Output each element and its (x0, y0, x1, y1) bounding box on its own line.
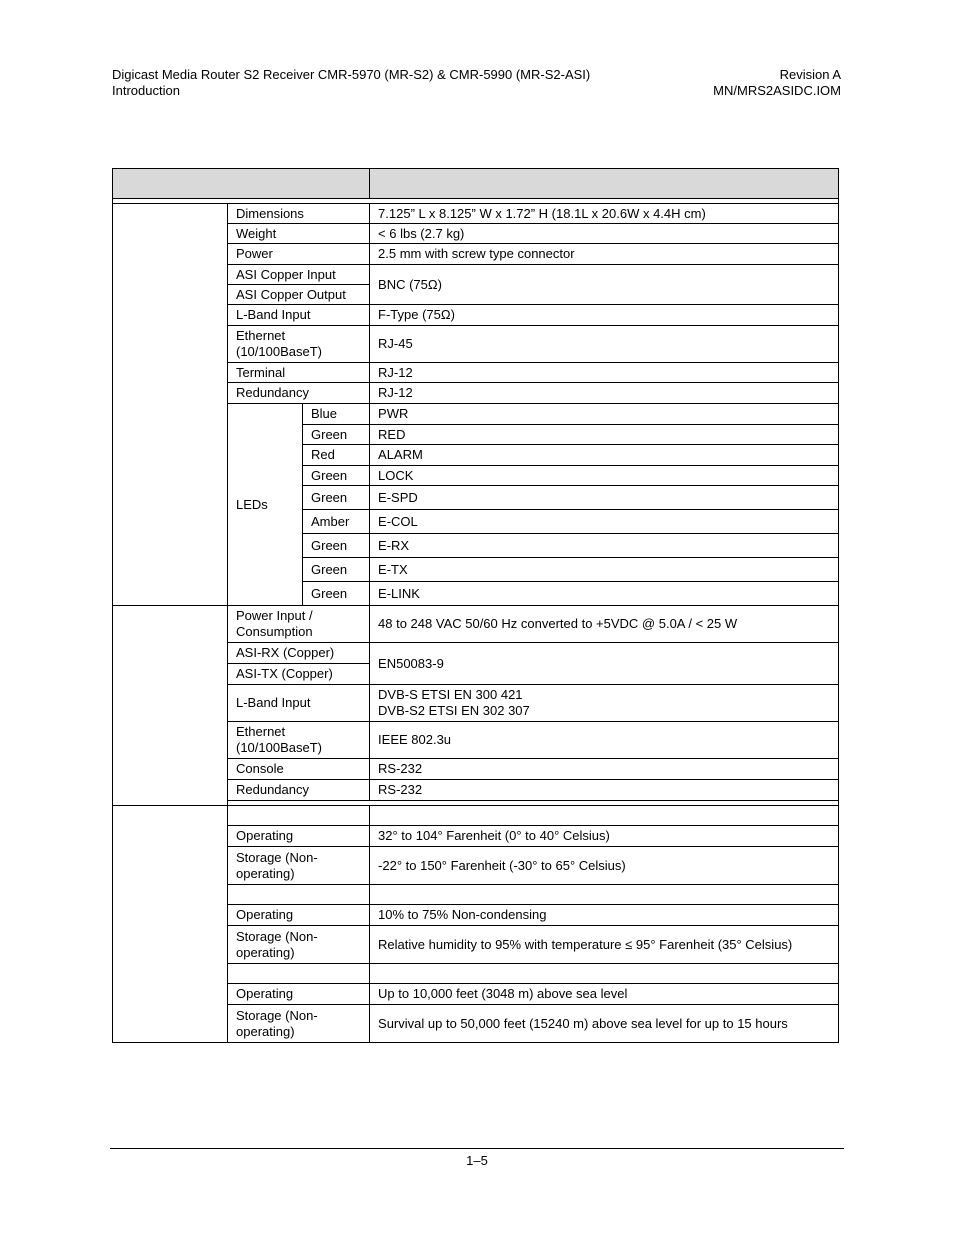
spec-label: Dimensions (228, 204, 370, 224)
led-color: Green (303, 534, 370, 558)
spec-value (370, 685, 839, 722)
spec-label: Ethernet (10/100BaseT) (228, 326, 370, 363)
spec-label: L-Band Input (228, 305, 370, 326)
led-color: Green (303, 466, 370, 486)
subheader-value (370, 964, 839, 984)
section-cell-interfaces (113, 606, 228, 806)
table-header-cell (113, 169, 370, 199)
led-value: E-LINK (370, 582, 839, 606)
section-cell-physical (113, 204, 228, 606)
spec-value: IEEE 802.3u (370, 722, 839, 759)
specifications-table (112, 168, 839, 1043)
document-title: Digicast Media Router S2 Receiver CMR-5970 (MR-S2) & CMR-5990 (MR-S2-ASI) (112, 67, 591, 82)
subheader-label-temperature (228, 806, 370, 826)
led-value: E-RX (370, 534, 839, 558)
spec-label-leds: LEDs (228, 404, 303, 606)
subheader-label-humidity (228, 885, 370, 905)
led-color: Green (303, 486, 370, 510)
spec-value: 2.5 mm with screw type connector (370, 244, 839, 265)
revision: Revision A (779, 67, 841, 82)
spec-value: RS-232 (370, 759, 839, 780)
spec-label: ASI Copper Output (228, 285, 370, 305)
page-number: 1–5 (466, 1153, 488, 1168)
spec-value: 7.125” L x 8.125” W x 1.72” H (18.1L x 20.6W x 4.4H cm) (370, 204, 839, 224)
spec-label: Power Input / Consumption (228, 606, 370, 643)
led-color: Blue (303, 404, 370, 425)
spec-label: Redundancy (228, 383, 370, 404)
spec-value: Up to 10,000 feet (3048 m) above sea level (370, 984, 839, 1005)
led-value: E-TX (370, 558, 839, 582)
spec-label: ASI-RX (Copper) (228, 643, 370, 664)
spec-label: Terminal (228, 363, 370, 383)
spec-value: RS-232 (370, 780, 839, 801)
spec-value: EN50083-9 (370, 643, 839, 685)
led-value: RED (370, 425, 839, 445)
spec-value: 10% to 75% Non-condensing (370, 905, 839, 926)
led-value: ALARM (370, 445, 839, 466)
table-row (113, 204, 839, 224)
led-color: Red (303, 445, 370, 466)
spec-label: Operating (228, 984, 370, 1005)
subheader-value (370, 806, 839, 826)
subheader-value (370, 885, 839, 905)
footer-divider (110, 1148, 844, 1149)
spec-value: -22° to 150° Farenheit (-30° to 65° Celsius) (370, 847, 839, 885)
spec-value: < 6 lbs (2.7 kg) (370, 224, 839, 244)
spec-label: Operating (228, 826, 370, 847)
led-value: E-COL (370, 510, 839, 534)
spec-value: 48 to 248 VAC 50/60 Hz converted to +5VDC @ 5.0A / < 25 W (370, 606, 839, 643)
spec-value: BNC (75Ω) (370, 265, 839, 305)
led-value: LOCK (370, 466, 839, 486)
spec-label: Console (228, 759, 370, 780)
spec-label: Power (228, 244, 370, 265)
spec-label: Weight (228, 224, 370, 244)
spec-label: Ethernet (10/100BaseT) (228, 722, 370, 759)
led-color: Green (303, 425, 370, 445)
spec-value-line: DVB-S ETSI EN 300 421 (378, 687, 523, 702)
table-subheader-row (113, 806, 839, 826)
led-color: Green (303, 558, 370, 582)
spec-value: Relative humidity to 95% with temperature ≤ 95° Farenheit (35° Celsius) (370, 926, 839, 964)
table-header-row (113, 169, 839, 199)
spec-value: RJ-12 (370, 383, 839, 404)
subheader-label-altitude (228, 964, 370, 984)
spec-label: Storage (Non-operating) (228, 847, 370, 885)
spec-value: RJ-45 (370, 326, 839, 363)
spec-label: Redundancy (228, 780, 370, 801)
document-id: MN/MRS2ASIDC.IOM (713, 83, 841, 98)
spec-label: Operating (228, 905, 370, 926)
section-cell-environmental (113, 806, 228, 1043)
led-value: PWR (370, 404, 839, 425)
spec-label: ASI-TX (Copper) (228, 664, 370, 685)
led-color: Amber (303, 510, 370, 534)
page-header-right (713, 67, 841, 99)
spec-value: 32° to 104° Farenheit (0° to 40° Celsius) (370, 826, 839, 847)
spec-value-line: DVB-S2 ETSI EN 302 307 (378, 703, 530, 718)
spec-label: Storage (Non-operating) (228, 1005, 370, 1043)
spec-value: Survival up to 50,000 feet (15240 m) above sea level for up to 15 hours (370, 1005, 839, 1043)
table-header-cell (370, 169, 839, 199)
page-header-left (112, 67, 590, 99)
table-row (113, 606, 839, 643)
spec-label: L-Band Input (228, 685, 370, 722)
led-color: Green (303, 582, 370, 606)
spec-value: RJ-12 (370, 363, 839, 383)
section-name: Introduction (112, 83, 180, 98)
spec-value: F-Type (75Ω) (370, 305, 839, 326)
spec-label: Storage (Non-operating) (228, 926, 370, 964)
spec-label: ASI Copper Input (228, 265, 370, 285)
led-value: E-SPD (370, 486, 839, 510)
